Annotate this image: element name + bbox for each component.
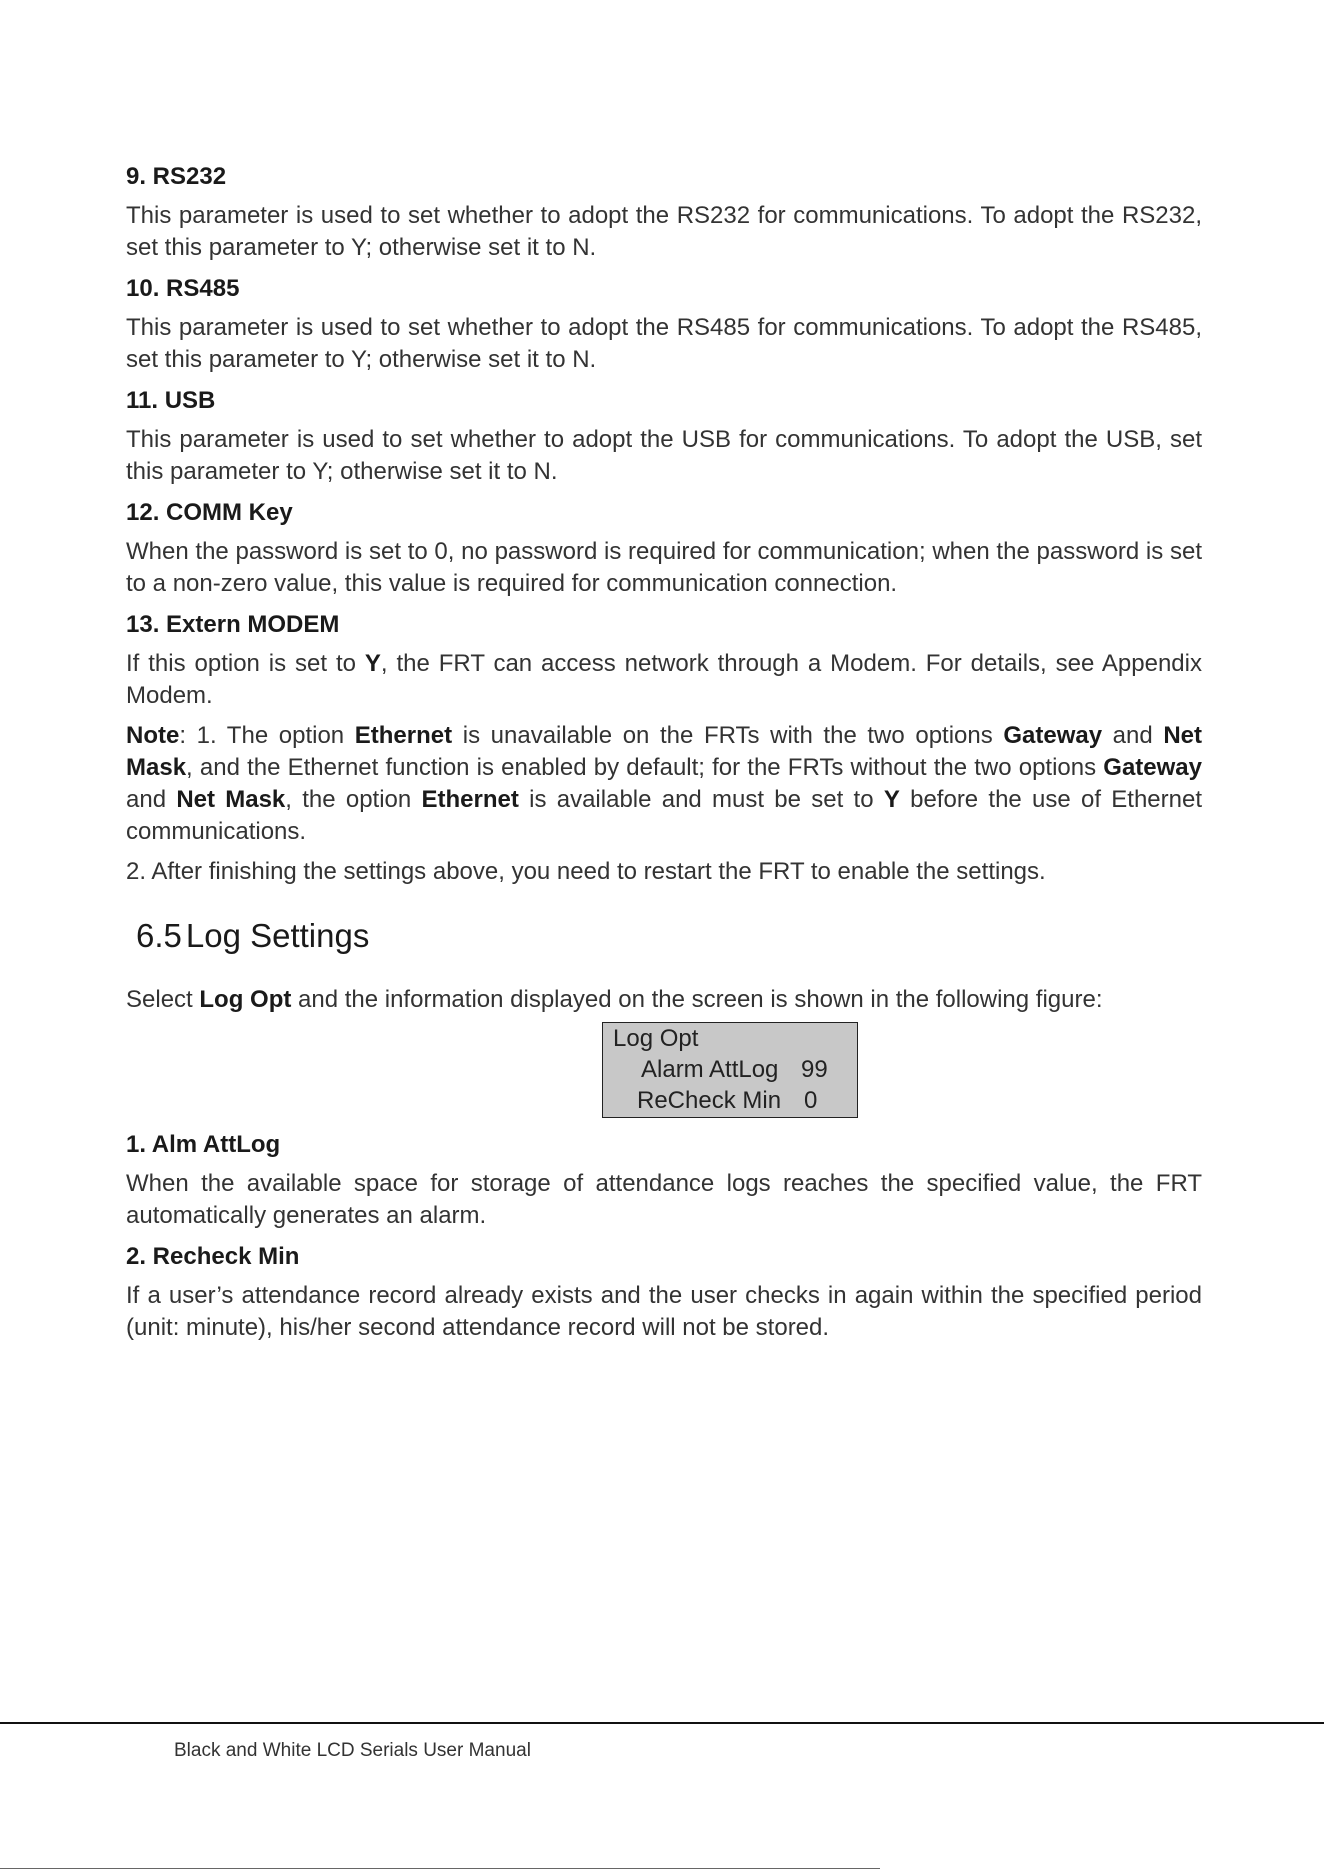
lcd-row	[613, 1054, 857, 1085]
param-item	[126, 272, 1202, 376]
section-title: Log Settings	[185, 917, 370, 954]
text-run: is unavailable on the FRTs with the two options	[452, 722, 1004, 749]
note-paragraph	[126, 720, 1202, 848]
param-item-modem	[126, 608, 1202, 712]
bottom-edge-line	[0, 1868, 880, 1869]
lcd-row-value: 0	[804, 1087, 818, 1114]
bold-run: Ethernet	[354, 722, 453, 749]
lcd-row-label: Alarm AttLog	[641, 1056, 779, 1083]
bold-run: Net Mask	[176, 786, 286, 813]
param-title: 13. Extern MODEM	[126, 611, 340, 638]
param-title: 2. Recheck Min	[126, 1243, 300, 1270]
section-heading	[136, 914, 1202, 958]
text-run: and	[1102, 722, 1164, 749]
param-item	[126, 496, 1202, 600]
param-description: If a user’s attendance record already exists and the user checks in again within the specified period (unit: minute), his/her second attendance record will not be stored.	[126, 1282, 1202, 1341]
text-run: , and the Ethernet function is enabled by default; for the FRTs without the two options	[186, 754, 1104, 781]
bold-run: Log Opt	[199, 986, 292, 1013]
bold-run: Y	[364, 650, 381, 677]
lcd-figure	[126, 1022, 1202, 1118]
text-run: and	[126, 786, 177, 813]
param-description: When the available space for storage of attendance logs reaches the specified value, the FRT automatically generates an alarm.	[126, 1170, 1202, 1229]
param-title: 12. COMM Key	[126, 499, 293, 526]
bold-run: Y	[883, 786, 900, 813]
lcd-row-label: ReCheck Min	[637, 1087, 782, 1114]
text-run: and the information displayed on the screen is shown in the following figure:	[291, 986, 1103, 1013]
text-run: If this option is set to	[126, 650, 365, 677]
text-run: , the option	[285, 786, 422, 813]
note-line-2: 2. After finishing the settings above, you need to restart the FRT to enable the settings.	[126, 858, 1046, 885]
param-description	[126, 648, 1202, 712]
footer-divider	[0, 1722, 1324, 1724]
bold-run: Net Mask	[126, 722, 1202, 781]
param-title: 11. USB	[126, 387, 216, 414]
lcd-title: Log Opt	[613, 1025, 699, 1052]
lcd-row	[613, 1085, 857, 1116]
bold-run: Ethernet	[421, 786, 519, 813]
text-run: before the use of Ethernet communications.	[126, 786, 1203, 845]
bold-run: Gateway	[1003, 722, 1103, 749]
lcd-row-value: 99	[801, 1056, 828, 1083]
param-item	[126, 1128, 1202, 1232]
section-number: 6.5	[136, 917, 182, 954]
text-run: is available and must be set to	[518, 786, 884, 813]
param-description: When the password is set to 0, no password is required for communication; when the password is set to a non-zero value, this value is required for communication connection.	[126, 538, 1202, 597]
param-item	[126, 384, 1202, 488]
param-description: This parameter is used to set whether to adopt the RS232 for communications. To adopt the RS232, set this parameter to Y; otherwise set it to N.	[126, 202, 1202, 261]
footer-text: Black and White LCD Serials User Manual	[174, 1740, 531, 1761]
text-run: , the FRT can access network through a Modem. For details, see Appendix Modem.	[126, 650, 1202, 709]
section-intro	[126, 984, 1202, 1016]
param-title: 1. Alm AttLog	[126, 1131, 281, 1158]
param-title: 9. RS232	[126, 163, 227, 190]
text-run: Select	[126, 986, 200, 1013]
text-run: : 1. The option	[179, 722, 355, 749]
param-description: This parameter is used to set whether to adopt the RS485 for communications. To adopt the RS485, set this parameter to Y; otherwise set it to N.	[126, 314, 1202, 373]
lcd-screen	[602, 1022, 858, 1118]
bold-run: Gateway	[1103, 754, 1202, 781]
page-content	[126, 160, 1202, 1352]
param-item	[126, 160, 1202, 264]
param-item	[126, 1240, 1202, 1344]
param-description: This parameter is used to set whether to adopt the USB for communications. To adopt the USB, set this parameter to Y; otherwise set it to N.	[126, 426, 1202, 485]
note-label: Note	[126, 722, 180, 749]
param-title: 10. RS485	[126, 275, 240, 302]
